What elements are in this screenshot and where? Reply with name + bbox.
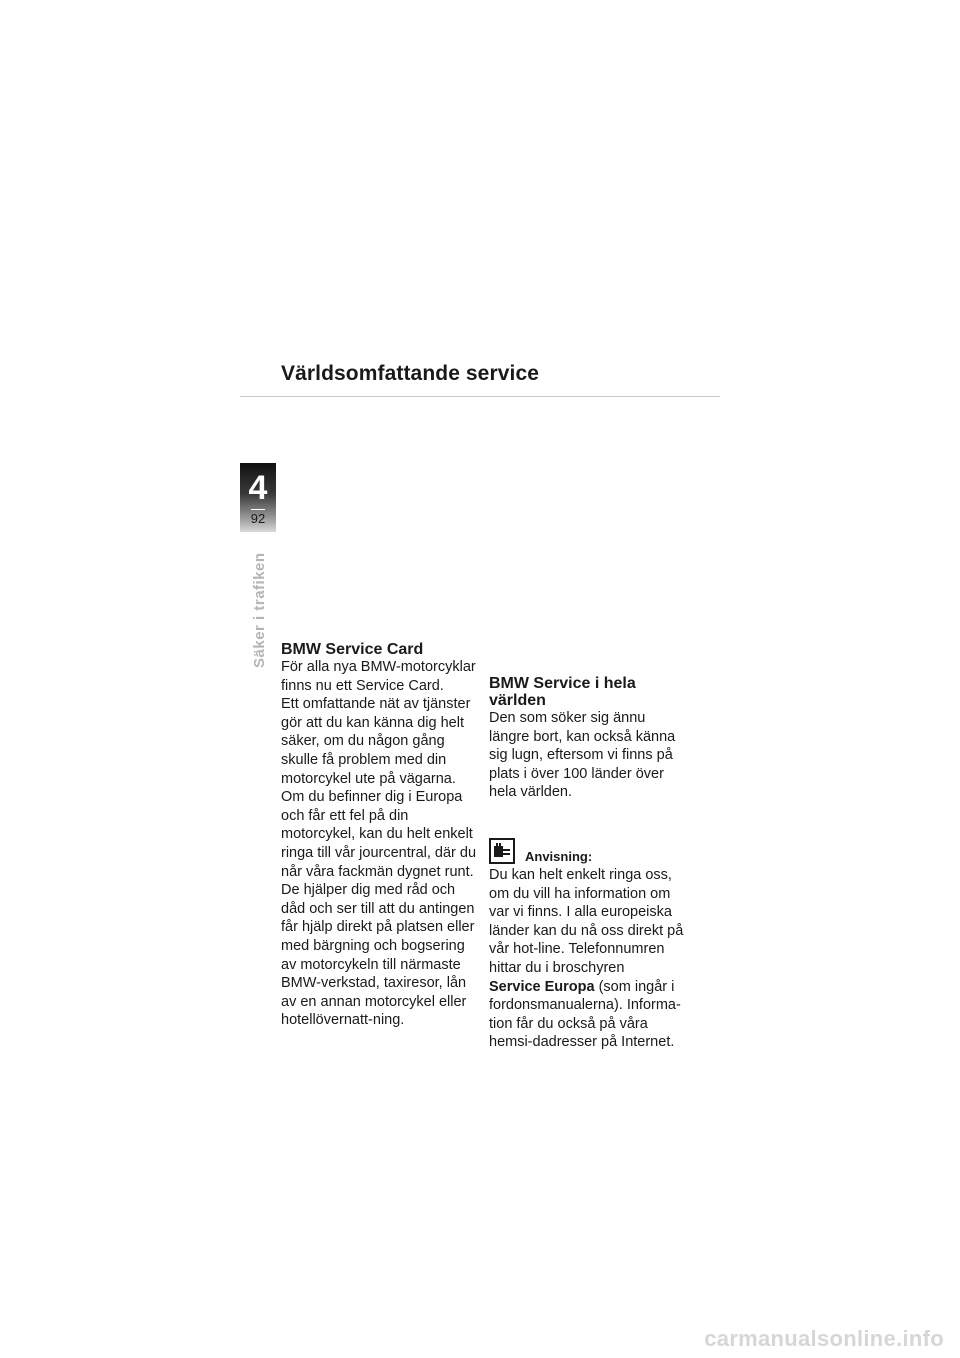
note-text-end: (som ingår i fordonsmanualerna). Informa-tion får du också på våra hemsi-dadresser på Internet. <box>489 978 681 1051</box>
paragraph: Den som söker sig ännu längre bort, kan också känna sig lugn, eftersom vi finns på plats i över 100 länder över hela världen. <box>489 710 676 801</box>
right-column <box>489 675 687 1052</box>
paragraph: Om du befinner dig i Europa och får ett fel på din motorcykel, kan du helt enkelt ringa till vår jourcentral, där du når våra fackmän dygnet runt. De hjälper dig med råd och dåd och ser till att du antingen får hjälp direkt på platsen eller med bärgning och bogsering av motorcykeln till närmaste BMW-verkstad, taxiresor, lån av en annan motorcykel eller hotellövernatt-ning. <box>281 789 477 1029</box>
note-text-main: Du kan helt enkelt ringa oss, om du vill ha information om var vi finns. I alla europeiska länder kan du nå oss direkt på vår hot-line. Telefonnumren hittar du i broschyren <box>489 866 684 976</box>
section-heading-service-card: BMW Service Card <box>281 641 424 658</box>
note-bold-term: Service Europa <box>489 978 595 995</box>
left-column <box>281 641 479 1030</box>
title-divider <box>240 396 720 397</box>
paragraph: För alla nya BMW-motorcyklar finns nu ett Service Card. <box>281 659 476 694</box>
paragraph: Ett omfattande nät av tjänster gör att du kan känna dig helt säker, om du någon gång skulle få problem med din motorcykel ute på vägarna. <box>281 696 471 787</box>
note-block <box>489 830 687 1052</box>
note-icon <box>489 838 515 864</box>
note-text <box>489 866 687 1052</box>
note-header <box>489 830 687 864</box>
note-title: Anvisning: <box>525 848 593 864</box>
chapter-tab <box>240 463 276 532</box>
section-heading-worldwide: BMW Service i hela världen <box>489 675 636 709</box>
page-title: Världsomfattande service <box>281 362 540 385</box>
side-label-text: Säker i trafiken <box>251 552 268 668</box>
chapter-number: 4 <box>248 469 268 507</box>
chapter-side-label <box>250 548 272 668</box>
page-number: 92 <box>250 511 266 526</box>
watermark: carmanualsonline.info <box>704 1326 944 1351</box>
chapter-divider <box>251 509 265 510</box>
